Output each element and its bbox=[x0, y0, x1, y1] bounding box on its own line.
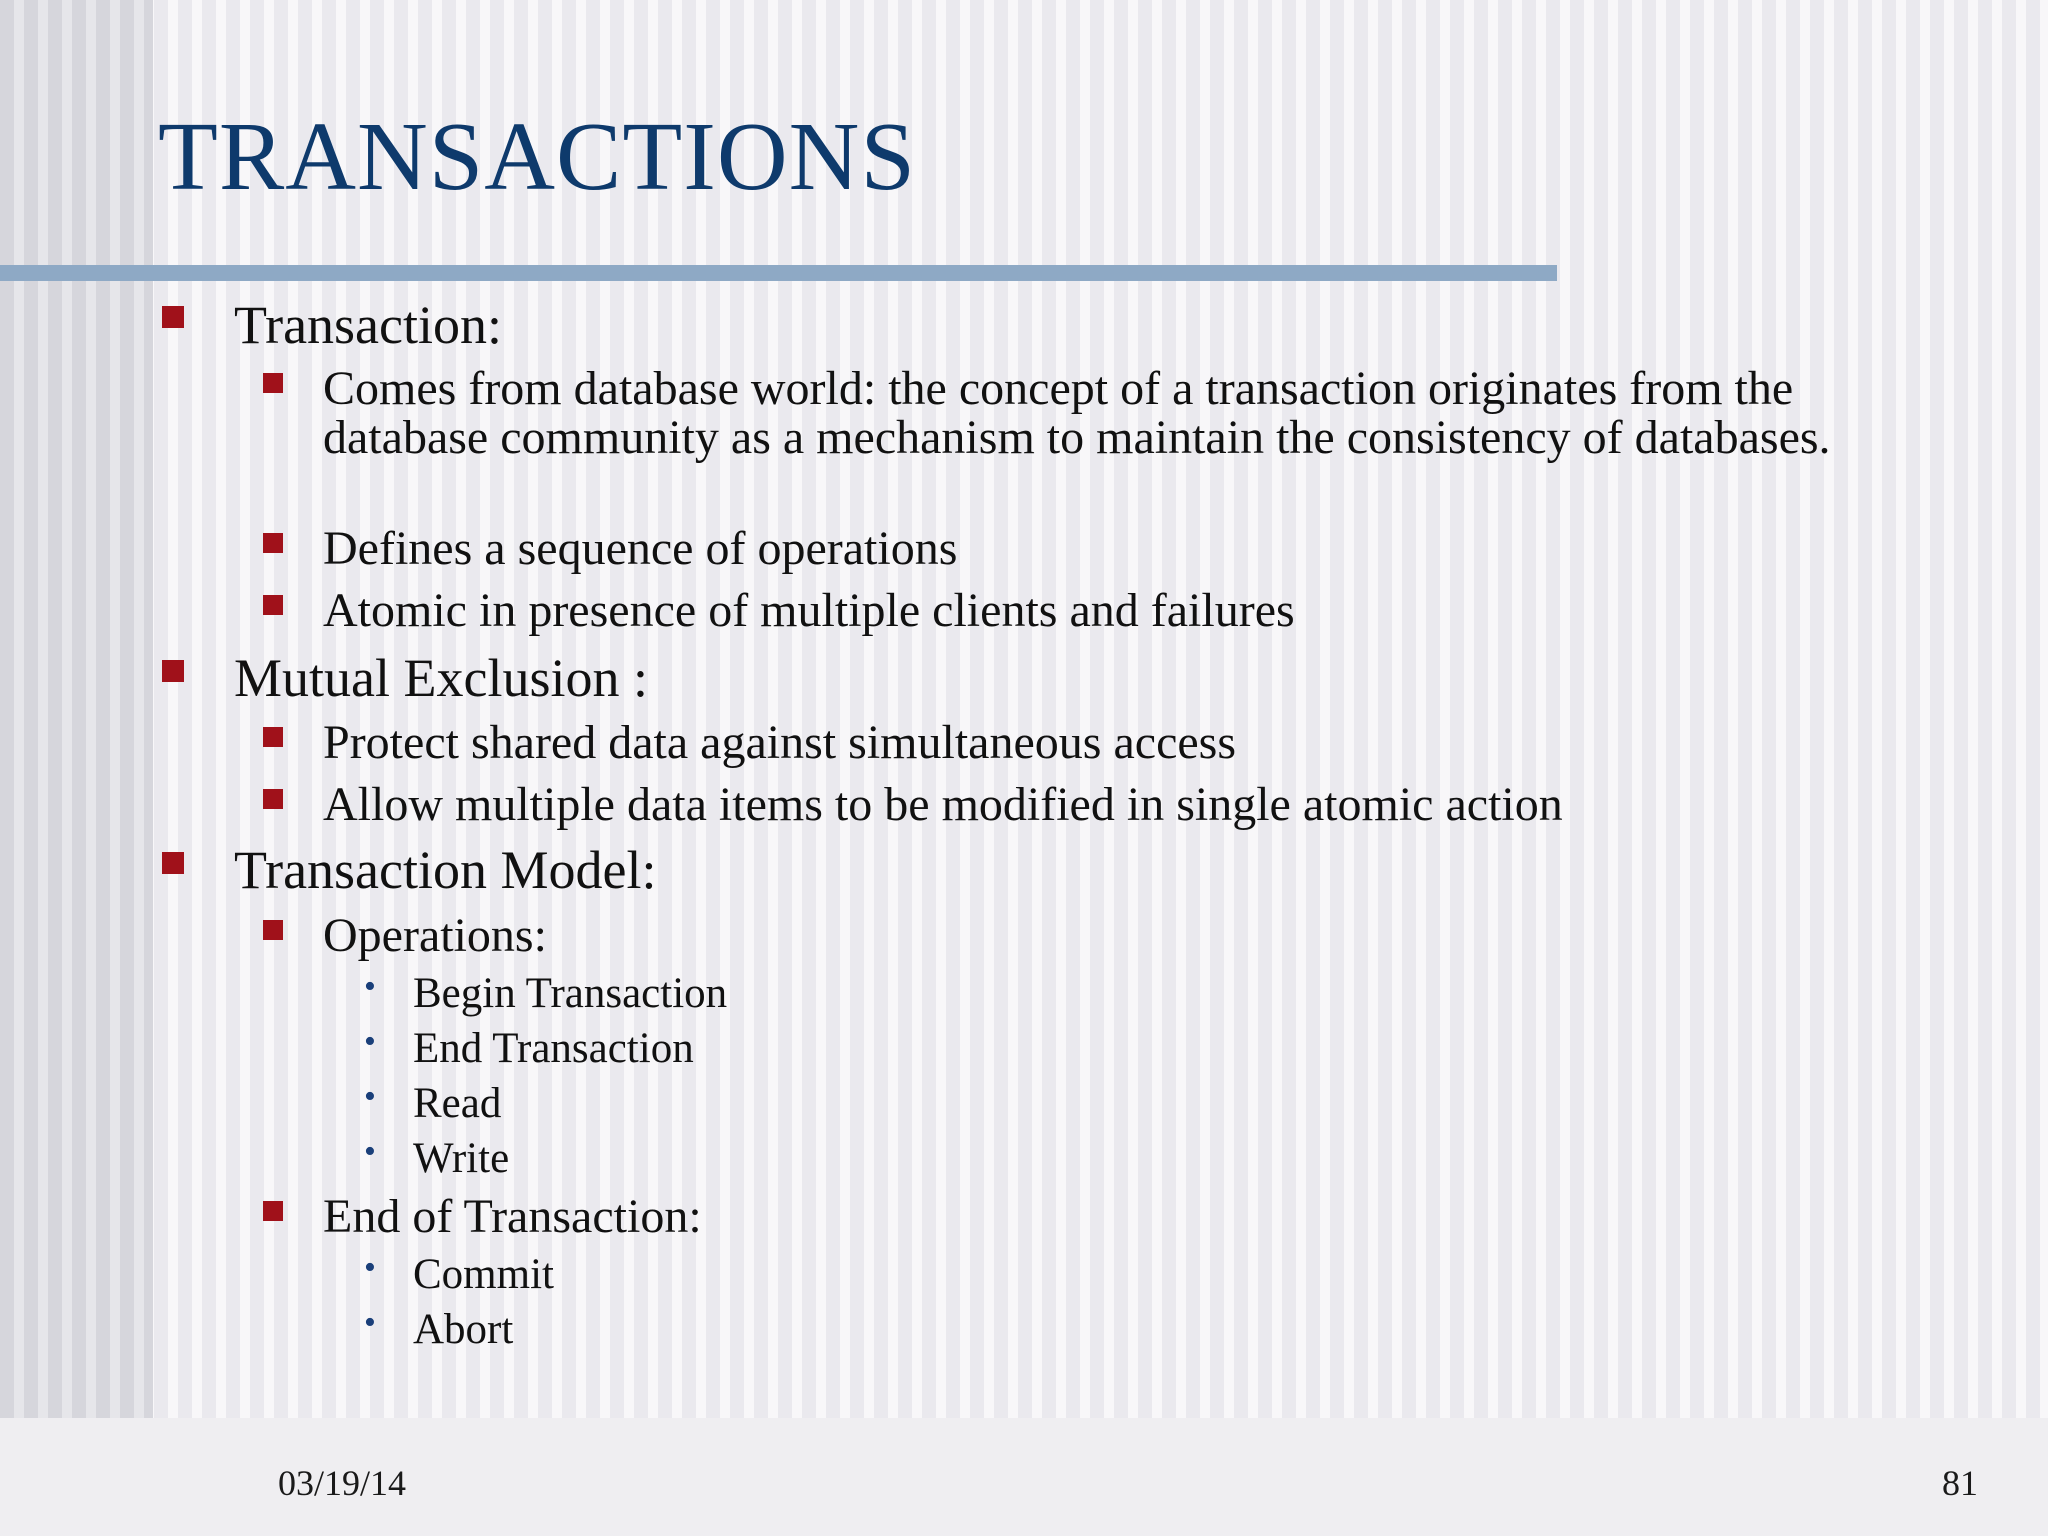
bullet-square-icon bbox=[162, 660, 184, 682]
bullet-dot-icon: • bbox=[364, 1023, 376, 1060]
bullet-square-icon bbox=[263, 789, 283, 809]
bullet-dot-icon: • bbox=[364, 1304, 376, 1341]
footer-date: 03/19/14 bbox=[278, 1463, 407, 1503]
section-heading-transaction: Transaction: bbox=[234, 295, 502, 355]
bullet-dot-icon: • bbox=[364, 968, 376, 1005]
list-item-comes-from-database-world: Comes from database world: the concept of a transaction originates from the database community as a mechanism to maintain the consistency of databases. bbox=[323, 362, 1831, 464]
sub-item-begin-transaction: Begin Transaction bbox=[413, 970, 728, 1017]
bullet-square-icon bbox=[263, 595, 283, 615]
list-item-defines-sequence: Defines a sequence of operations bbox=[323, 522, 958, 575]
bullet-square-icon bbox=[263, 727, 283, 747]
slide-title: TRANSACTIONS bbox=[158, 103, 916, 211]
footer-page-number: 81 bbox=[1942, 1463, 1978, 1503]
sub-item-abort: Abort bbox=[413, 1306, 514, 1353]
bullet-square-icon bbox=[263, 373, 283, 393]
bullet-dot-icon: • bbox=[364, 1133, 376, 1170]
bullet-square-icon bbox=[263, 1201, 283, 1221]
bullet-dot-icon: • bbox=[364, 1078, 376, 1115]
bullet-square-icon bbox=[162, 852, 184, 874]
list-item-allow-multiple-items: Allow multiple data items to be modified in single atomic action bbox=[323, 778, 1563, 831]
bullet-square-icon bbox=[263, 533, 283, 553]
sub-item-commit: Commit bbox=[413, 1251, 554, 1298]
bullet-square-icon bbox=[263, 920, 283, 940]
list-item-atomic: Atomic in presence of multiple clients and failures bbox=[323, 584, 1295, 637]
list-item-operations: Operations: bbox=[323, 909, 547, 962]
bullet-square-icon bbox=[162, 306, 184, 328]
sub-item-read: Read bbox=[413, 1080, 502, 1127]
section-heading-mutual-exclusion: Mutual Exclusion : bbox=[234, 648, 648, 708]
list-item-protect-shared-data: Protect shared data against simultaneous access bbox=[323, 716, 1237, 769]
list-item-end-of-transaction: End of Transaction: bbox=[323, 1190, 702, 1243]
bullet-dot-icon: • bbox=[364, 1249, 376, 1286]
sub-item-write: Write bbox=[413, 1135, 510, 1182]
section-heading-transaction-model: Transaction Model: bbox=[234, 840, 657, 900]
sub-item-end-transaction: End Transaction bbox=[413, 1025, 694, 1072]
